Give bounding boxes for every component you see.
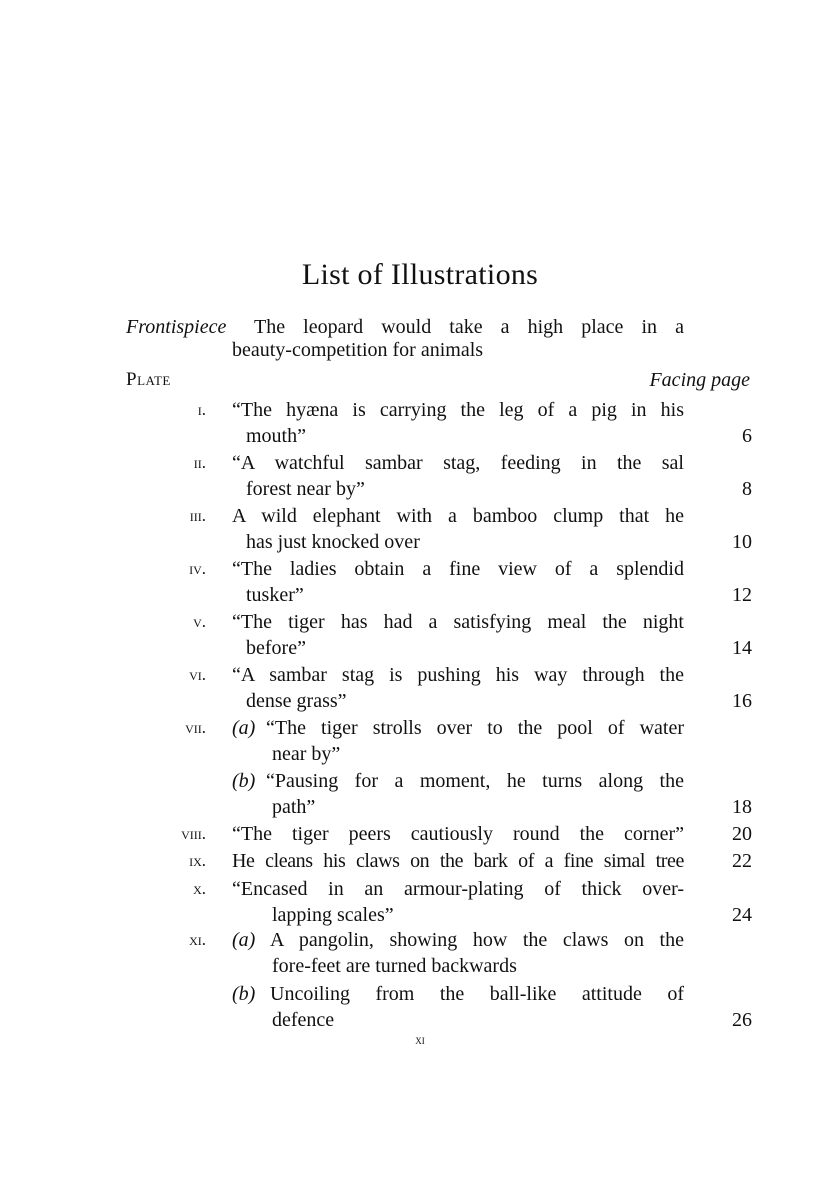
sub-entry-mark: (b) [232,770,256,792]
page-number: 14 [732,637,752,659]
plate-numeral: ii. [193,453,206,472]
page-number: 20 [732,823,752,845]
caption-line: “A sambar stag is pushing his way through the [232,664,684,686]
caption-line: fore-feet are turned backwards [272,955,517,977]
sub-entry-mark: (b) [232,983,256,1005]
caption-line: “Encased in an armour-plating of thick over- [232,878,684,900]
plate-numeral: xi. [189,930,206,949]
page-number: 12 [732,584,752,606]
plate-numeral: viii. [181,824,206,843]
page-number: 18 [732,796,752,818]
caption-line: has just knocked over [246,531,420,553]
plate-numeral: iv. [189,559,206,578]
caption-line: “A watchful sambar stag, feeding in the sal [232,452,684,474]
frontispiece-caption-line-1: The leopard would take a high place in a [254,316,684,338]
plate-numeral: vii. [185,718,206,737]
page-number: 10 [732,531,752,553]
caption-line: forest near by” [246,478,365,500]
plate-numeral: vi. [189,665,206,684]
facing-page-column-header: Facing page [649,369,750,391]
caption-line: Uncoiling from the ball-like attitude of [270,983,684,1005]
caption-line: lapping scales” [272,904,394,926]
plate-numeral: v. [193,612,206,631]
caption-line: path” [272,796,316,818]
frontispiece-label: Frontispiece [126,316,227,338]
plate-column-header: Plate [126,369,171,390]
caption-line: “The tiger has had a satisfying meal the night [232,611,684,633]
page-number: 24 [732,904,752,926]
caption-line: tusker” [246,584,304,606]
caption-line: dense grass” [246,690,347,712]
caption-line: near by” [272,743,341,765]
caption-line: mouth” [246,425,306,447]
page-number: 22 [732,850,752,872]
caption-line: “The hyæna is carrying the leg of a pig in his [232,399,684,421]
page-number: 16 [732,690,752,712]
caption-line: A wild elephant with a bamboo clump that he [232,505,684,527]
caption-line: before” [246,637,306,659]
sub-entry-mark: (a) [232,929,256,951]
page-number: 6 [742,425,752,447]
sub-entry-mark: (a) [232,717,256,739]
caption-line: “The tiger strolls over to the pool of water [266,717,684,739]
folio-page-number: xi [415,1032,425,1047]
plate-numeral: x. [193,879,206,898]
caption-line: “Pausing for a moment, he turns along the [266,770,684,792]
caption-line: “The ladies obtain a fine view of a splendid [232,558,684,580]
page-number: 8 [742,478,752,500]
page-title: List of Illustrations [301,258,539,291]
plate-numeral: ix. [189,851,206,870]
plate-numeral: iii. [189,506,206,525]
page-number: 26 [732,1009,752,1031]
plate-numeral: i. [197,400,206,419]
caption-line: “The tiger peers cautiously round the corner” [232,823,684,845]
caption-line: He cleans his claws on the bark of a fine simal tree [232,850,684,872]
frontispiece-caption-line-2: beauty-competition for animals [232,339,484,361]
caption-line: defence [272,1009,335,1031]
caption-line: A pangolin, showing how the claws on the [270,929,684,951]
